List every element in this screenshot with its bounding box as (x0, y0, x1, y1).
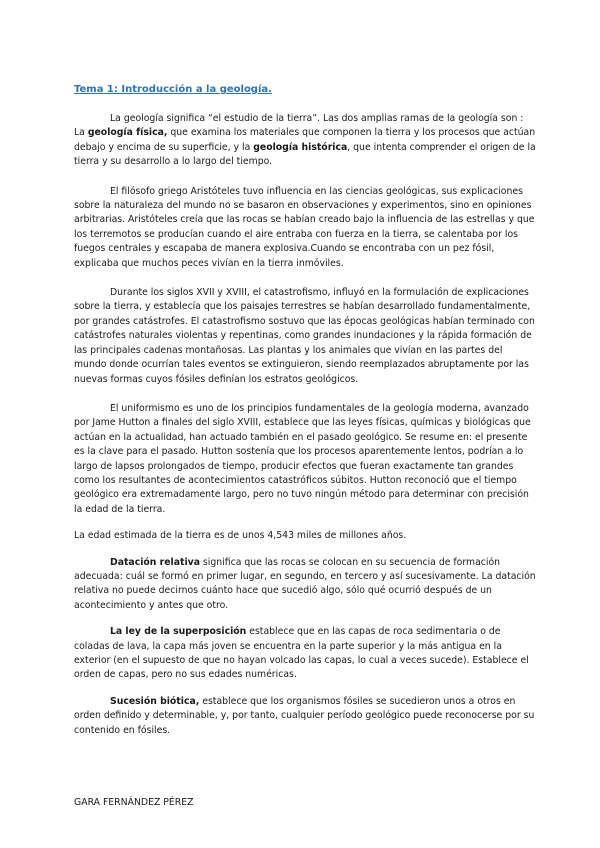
term-datacion-relativa: Datación relativa (110, 556, 200, 568)
term-ley-superposicion: La ley de la superposición (110, 626, 247, 638)
paragraph-catastrofismo: Durante los siglos XVII y XVIII, el catastrofismo, influyó en la formulación de explicaciones sobre la tierra, y establecía que los paisajes terrestres se habían desarrollado fundamentalmente, por grandes catástrofes. El catastrofismo sostuvo que las épocas geológicas habían terminado con catástrofes naturales violentas y repentinas, como grandes inundaciones y la rápida formación de las principales cadenas montañosas. Las plantas y los animales que vivían en las partes del mundo donde ocurrían tales eventos se extinguieron, siendo reemplazados abruptamente por las nuevas formas cuyos fósiles definían los estratos geológicos. (74, 287, 535, 385)
document-body (74, 112, 536, 738)
paragraph-uniformismo: El uniformismo es uno de los principios fundamentales de la geología moderna, avanzado por Jame Hutton a finales del siglo XVIII, establece que las leyes físicas, químicas y biológicas que actúan en la actualidad, han actuado también en el pasado geológico. Se resume en: el presente es la clave para el pasado. Hutton sostenía que los procesos aparentemente lentos, podrían a lo largo de lapsos prolongados de tiempo, producir efectos que fueran exactamente tan grandes como los resultantes de acontecimientos catastróficos súbitos. Hutton reconoció que el tiempo geológico era extremadamente largo, pero no tuvo ningún método para determinar con precisión la edad de la tierra. (74, 402, 531, 515)
paragraph-superposicion (74, 625, 536, 683)
author-name: GARA FERNÁNDEZ PÉREZ (74, 797, 194, 808)
intro-text-a: La geología significa “el estudio de la tierra”. Las dos amplias ramas de la geología son : La (74, 113, 524, 139)
paragraph-sucesion-biotica (74, 695, 536, 738)
term-geologia-historica: geología histórica (253, 141, 348, 153)
paragraph-aristoteles: El filósofo griego Aristóteles tuvo influencia en las ciencias geológicas, sus explicaciones sobre la naturaleza del mundo no se basaron en observaciones y experimentos, sino en opiniones arbitrarias. Aristóteles creía que las rocas se habían creado bajo la influencia de las estrellas y que los terremotos se producían cuando el aire entraba con fuerza en la tierra, se calentaba por los fuegos centrales y escapaba de manera explosiva.Cuando se encontraba con un pez fósil, explicaba que muchos peces vivían en la tierra inmóviles. (74, 185, 535, 269)
term-geologia-fisica: geología física, (87, 127, 168, 139)
intro-text-d: , que intenta comprender el origen de la tierra y su desarrollo a lo largo del tiempo. (74, 141, 536, 168)
sucesion-text: establece que los organismos fósiles se sucedieron unos a otros en orden definido y determinable, y, por tanto, cualquier período geológico puede reconocerse por su contenido en fósiles. (74, 695, 535, 736)
term-sucesion-biotica: Sucesión biótica, (110, 695, 200, 707)
paragraph-datacion-relativa (74, 556, 536, 614)
paragraph-edad-tierra: La edad estimada de la tierra es de unos 4,543 miles de millones años. (74, 530, 407, 542)
document-title: Tema 1: Introducción a la geología. (74, 84, 272, 95)
paragraph-intro (74, 112, 536, 170)
datacion-text: significa que las rocas se colocan en su secuencia de formación adecuada: cuál se formó en primer lugar, en segundo, en tercero y así sucesivamente. La datación relativa no puede decirnos cuánto hace que sucedió algo, sólo qué ocurrió después de un acontecimiento y antes que otro. (74, 556, 536, 611)
intro-text-c: que examina los materiales que componen la tierra y los procesos que actúan debajo y encima de su superficie, y la (74, 127, 536, 153)
superposicion-text: establece que en las capas de roca sedimentaria o de coladas de lava, la capa más joven se encuentra en la parte superior y la más antigua en la exterior (en el supuesto de que no hayan volcado las capas, lo cual a veces sucede). Establece el orden de capas, pero no sus edades numéricas. (74, 626, 529, 681)
